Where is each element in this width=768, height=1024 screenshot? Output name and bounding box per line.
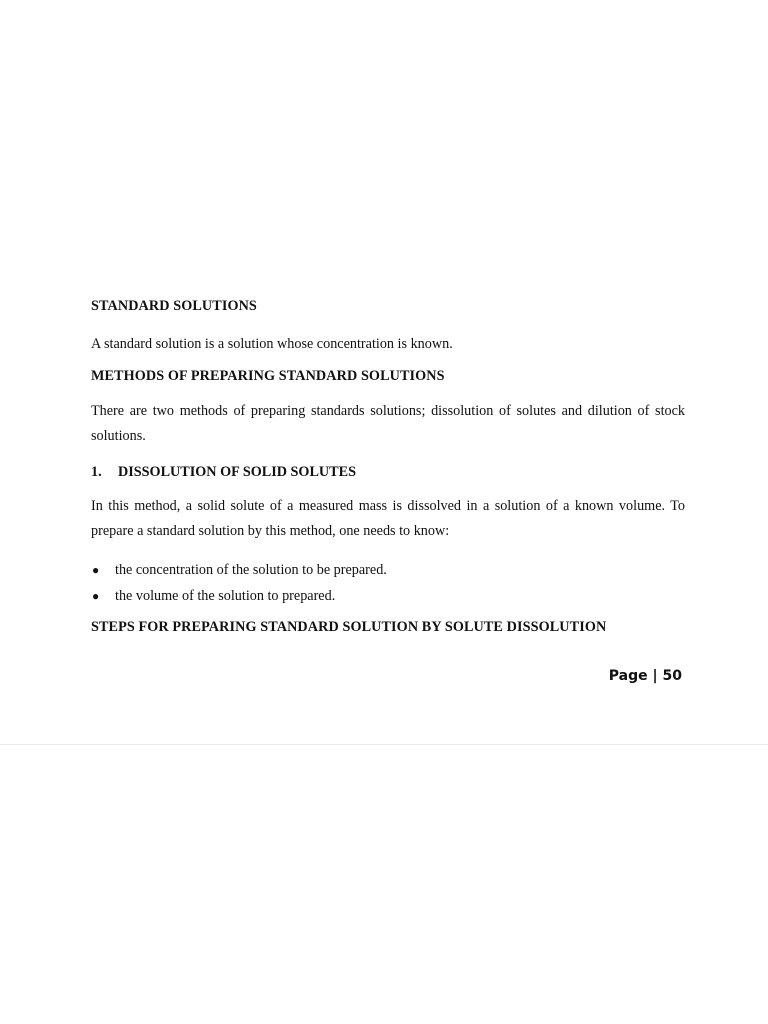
bullet-icon: ●	[92, 563, 100, 577]
section-1-heading	[91, 462, 685, 482]
list-item	[91, 557, 685, 583]
section-1-title: DISSOLUTION OF SOLID SOLUTES	[118, 464, 356, 480]
page-content	[91, 296, 685, 637]
definition-paragraph: A standard solution is a solution whose concentration is known.	[91, 336, 453, 352]
heading-methods: METHODS OF PREPARING STANDARD SOLUTIONS	[91, 368, 445, 384]
requirements-list	[91, 557, 685, 609]
heading-standard-solutions: STANDARD SOLUTIONS	[91, 298, 257, 314]
page-divider	[0, 744, 768, 745]
page-separator: |	[652, 668, 658, 684]
list-item	[91, 583, 685, 609]
method-description-paragraph: In this method, a solid solute of a measured mass is dissolved in a solution of a known volume. To prepare a standard solution by this method, one needs to know:	[91, 498, 685, 539]
bullet-icon: ●	[92, 589, 100, 603]
heading-steps: STEPS FOR PREPARING STANDARD SOLUTION BY SOLUTE DISSOLUTION	[91, 619, 607, 635]
page-footer	[609, 668, 682, 684]
page-number: 50	[662, 668, 682, 684]
section-1-number: 1.	[91, 464, 102, 480]
list-item-text: the concentration of the solution to be prepared.	[115, 562, 387, 578]
methods-intro-paragraph: There are two methods of preparing standards solutions; dissolution of solutes and dilution of stock solutions.	[91, 403, 685, 444]
page-label: Page	[608, 668, 648, 684]
list-item-text: the volume of the solution to prepared.	[115, 588, 336, 604]
